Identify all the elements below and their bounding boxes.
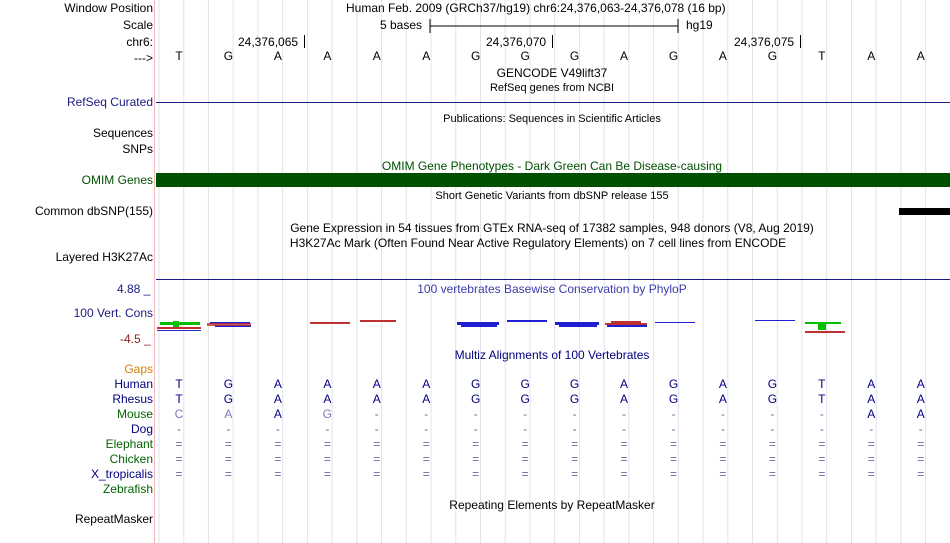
dna-base: G [223,49,234,63]
alignment-base: = [323,467,331,481]
alignment-base: A [867,392,876,406]
coord-tick-2: 24,376,070 [486,35,547,49]
alignment-base: = [224,452,232,466]
alignment-base: = [867,452,875,466]
alignment-base: = [422,437,430,451]
alignment-base: = [472,437,480,451]
alignment-base: A [422,392,431,406]
omim-gene-bar[interactable] [156,173,950,187]
alignment-base: = [620,437,628,451]
wiggle-col-7 [555,322,599,327]
alignment-base: = [818,452,826,466]
alignment-base: A [372,377,381,391]
alignment-base: A [718,377,727,391]
coord-tick-mark-2 [552,35,553,48]
alignment-base: - [473,422,478,436]
alignment-base: - [424,407,429,421]
window-position-label: Window Position [64,1,153,15]
alignment-base: = [422,467,430,481]
repeatmasker-label[interactable]: RepeatMasker [74,512,153,526]
alignment-base: = [818,437,826,451]
dbsnp-variant-bar[interactable] [899,208,950,215]
alignment-base: - [374,407,379,421]
alignment-base: = [274,467,282,481]
alignment-base: - [819,407,824,421]
alignment-base: G [668,377,679,391]
coord-tick-mark-1 [304,35,305,48]
repeatmasker-track-title[interactable]: Repeating Elements by RepeatMasker [449,498,655,512]
dna-base: G [668,49,679,63]
alignment-base: = [472,452,480,466]
alignment-base: G [223,377,234,391]
dna-base: A [273,49,282,63]
gaps-label[interactable]: Gaps [124,362,153,376]
refseq-track-line [156,102,950,103]
alignment-base: = [373,452,381,466]
scale-left-text: 5 bases [380,18,423,32]
alignment-base: G [767,392,778,406]
alignment-base: - [275,422,280,436]
alignment-base: = [224,467,232,481]
alignment-base: = [917,467,925,481]
alignment-base: - [918,422,923,436]
alignment-base: A [224,407,233,421]
alignment-base: G [767,377,778,391]
alignment-base: - [770,422,775,436]
alignment-base: - [622,407,627,421]
wiggle-col-11 [805,322,845,333]
species-label-dog[interactable]: Dog [130,422,153,436]
vert-cons-label[interactable]: 100 Vert. Cons [73,306,153,320]
alignment-base: T [818,377,826,391]
alignment-base: = [373,467,381,481]
alignment-base: G [668,392,679,406]
refseq-subtitle[interactable]: RefSeq genes from NCBI [489,82,615,94]
omim-track-title[interactable]: OMIM Gene Phenotypes - Dark Green Can Be Disease-causing [381,159,723,173]
chrom-label: chr6: [126,35,153,49]
refseq-curated-label[interactable]: RefSeq Curated [66,95,153,109]
alignment-base: - [473,407,478,421]
alignment-base: A [422,377,431,391]
alignment-base: = [521,467,529,481]
alignment-base: - [523,422,528,436]
dna-base: A [916,49,925,63]
alignment-base: - [325,422,330,436]
alignment-base: = [571,452,579,466]
strand-label: ---> [134,51,153,65]
species-label-rhesus[interactable]: Rhesus [112,392,153,406]
species-label-elephant[interactable]: Elephant [105,437,153,451]
alignment-base: = [571,437,579,451]
alignment-base: - [177,422,181,436]
alignment-base: A [372,392,381,406]
common-dbsnp-label[interactable]: Common dbSNP(155) [34,204,153,218]
alignment-base: = [620,452,628,466]
alignment-base: - [424,422,429,436]
alignment-base: - [671,422,676,436]
alignment-base: G [569,377,580,391]
alignment-base: - [374,422,379,436]
alignment-base: = [669,452,677,466]
alignment-base: G [471,377,481,391]
wiggle-col-8 [605,321,647,327]
multiz-track-title[interactable]: Multiz Alignments of 100 Vertebrates [454,348,650,362]
dna-base: T [818,49,826,63]
alignment-base: G [520,377,530,391]
alignment-base: T [818,392,826,406]
dbsnp-track-title[interactable]: Short Genetic Variants from dbSNP release 155 [435,190,669,202]
phylop-wiggle [155,310,950,340]
alignment-base: = [224,437,232,451]
alignment-base: A [916,392,925,406]
species-label-x_tropicalis[interactable]: X_tropicalis [90,467,153,481]
alignment-base: = [521,437,529,451]
alignment-base: A [867,407,876,421]
alignment-base: A [323,392,332,406]
alignment-base: - [622,422,627,436]
alignment-base: = [719,437,727,451]
alignment-base: = [620,467,628,481]
alignment-base: - [572,407,577,421]
alignment-base: A [867,377,876,391]
alignment-base: = [472,467,480,481]
species-label-zebrafish[interactable]: Zebrafish [102,482,153,496]
wiggle-col-2 [207,322,251,327]
alignment-base: = [323,437,331,451]
phylop-track-title[interactable]: 100 vertebrates Basewise Conservation by PhyloP [417,282,687,296]
alignment-base: = [669,437,677,451]
alignment-base: - [770,407,775,421]
cons-max-label: 4.88 _ [117,282,151,296]
cons-min-label: -4.5 _ [120,332,151,346]
omim-genes-label[interactable]: OMIM Genes [81,173,153,187]
alignment-base: A [620,377,629,391]
alignment-base: - [720,407,725,421]
alignment-base: A [718,392,727,406]
dna-base: A [422,49,431,63]
h3k27-track-title[interactable]: H3K27Ac Mark (Often Found Near Active Regulatory Elements) on 7 cell lines from ENCODE [289,236,787,250]
window-position-text: Human Feb. 2009 (GRCh37/hg19) chr6:24,376,063-24,376,078 (16 bp) [346,1,726,15]
scale-label: Scale [122,18,153,32]
alignment-base: A [620,392,629,406]
alignment-base: = [175,437,183,451]
dna-base: T [175,49,183,63]
alignment-base: = [521,452,529,466]
alignment-base: G [569,392,580,406]
alignment-base: = [274,437,282,451]
layered-h3k27ac-label[interactable]: Layered H3K27Ac [55,250,153,264]
alignment-base: A [916,407,925,421]
alignment-base: - [572,422,577,436]
coord-tick-1: 24,376,065 [238,35,299,49]
dna-base: A [372,49,381,63]
coord-tick-3: 24,376,075 [734,35,795,49]
alignment-base: = [768,452,776,466]
scale-right-text: hg19 [686,18,713,32]
dna-base: G [471,49,481,63]
alignment-base: - [523,407,528,421]
sequences-label[interactable]: Sequences [92,126,153,140]
wiggle-col-1 [157,321,201,331]
alignment-base: G [223,392,234,406]
wiggle-col-5 [457,322,499,327]
alignment-base: = [768,467,776,481]
alignment-base: = [669,467,677,481]
alignment-base: = [719,452,727,466]
alignment-base: = [175,467,183,481]
alignment-base: = [175,452,183,466]
dna-base: G [569,49,580,63]
alignment-base: = [818,467,826,481]
dna-base: A [620,49,629,63]
h3k27-baseline [156,279,950,280]
species-label-mouse[interactable]: Mouse [116,407,153,421]
alignment-base: G [471,392,481,406]
alignment-base: T [175,392,183,406]
scale-bar [428,18,680,34]
gtex-track-title[interactable]: Gene Expression in 54 tissues from GTEx RNA-seq of 17382 samples, 948 donors (V8, Aug 2019) [290,221,814,235]
dna-base: G [767,49,778,63]
dna-base: A [323,49,332,63]
alignment-base: A [323,377,332,391]
alignment-base: = [867,467,875,481]
alignment-base: G [520,392,530,406]
species-label-chicken[interactable]: Chicken [109,452,153,466]
alignment-base: A [273,377,282,391]
coord-tick-mark-3 [800,35,801,48]
alignment-base: = [867,437,875,451]
alignment-base: - [720,422,725,436]
alignment-base: = [719,467,727,481]
alignment-base: C [174,407,184,421]
gencode-track-title[interactable]: GENCODE V49lift37 [496,66,608,80]
alignment-base: - [819,422,824,436]
alignment-base: = [373,437,381,451]
alignment-base: = [571,467,579,481]
alignment-base: A [916,377,925,391]
alignment-base: = [422,452,430,466]
dna-base: A [718,49,727,63]
alignment-base: = [917,452,925,466]
alignment-base: A [273,407,282,421]
publications-track-title[interactable]: Publications: Sequences in Scientific Articles [443,113,661,125]
species-label-human[interactable]: Human [114,377,153,391]
alignment-base: A [273,392,282,406]
dna-base: A [867,49,876,63]
alignment-base: - [869,422,874,436]
alignment-base: = [274,452,282,466]
alignment-base: T [175,377,183,391]
alignment-base: - [226,422,231,436]
dna-base: G [520,49,530,63]
alignment-base: = [323,452,331,466]
alignment-base: = [768,437,776,451]
snps-label[interactable]: SNPs [122,142,153,156]
alignment-base: - [671,407,676,421]
alignment-base: = [917,437,925,451]
alignment-base: G [322,407,333,421]
